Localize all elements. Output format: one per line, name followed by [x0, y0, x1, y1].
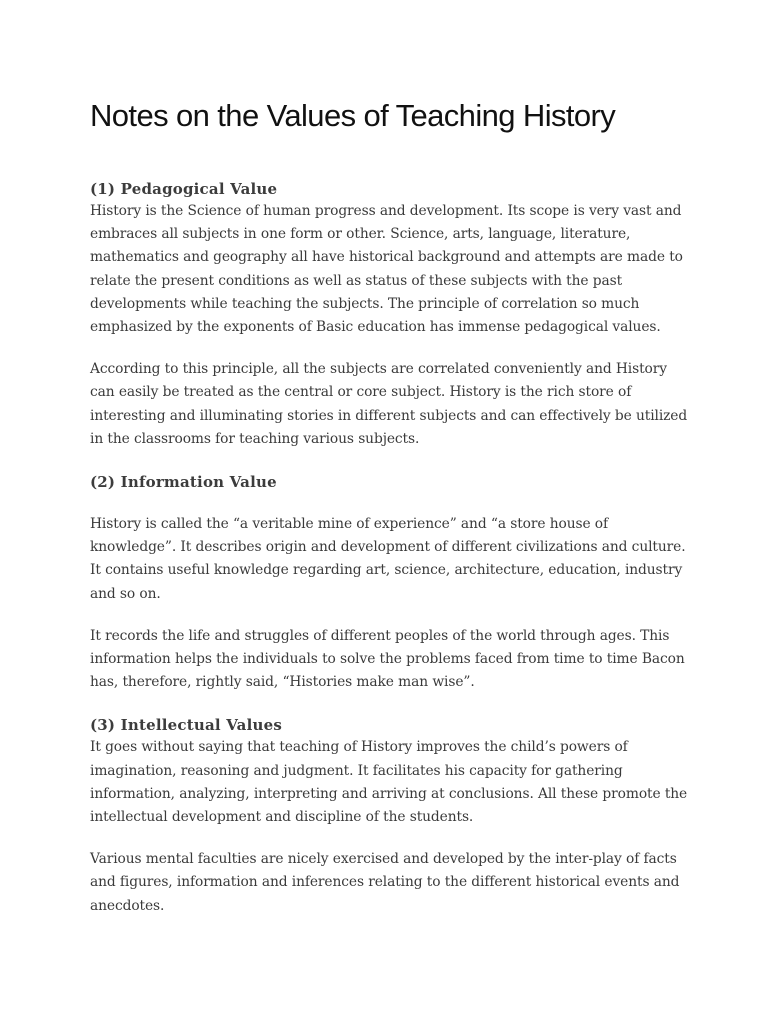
- section-pedagogical-value: [90, 178, 690, 451]
- section-heading: (2) Information Value: [90, 473, 277, 492]
- paragraph: According to this principle, all the subjects are correlated conveniently and History can easily be treated as the central or core subject. History is the rich store of interesting and illuminating stories in different subjects and can effectively be utilized in the classrooms for teaching various subjects.: [90, 361, 688, 447]
- section-intellectual-values: [90, 714, 690, 917]
- document-content: [90, 96, 690, 918]
- paragraph: History is called the “a veritable mine of experience” and “a store house of knowledge”. It describes origin and development of different civilizations and culture. It contains useful knowledge regarding art, science, architecture, education, industry and so on.: [90, 516, 686, 602]
- paragraph: It goes without saying that teaching of History improves the child’s powers of imagination, reasoning and judgment. It facilitates his capacity for gathering information, analyzing, interpreting and arriving at conclusions. All these promote the intellectual development and discipline of the students.: [90, 739, 688, 826]
- paragraph: Various mental faculties are nicely exercised and developed by the inter-play of facts and figures, information and inferences relating to the different historical events and anecdotes.: [90, 851, 680, 914]
- document-title: Notes on the Values of Teaching History: [90, 98, 616, 133]
- section-heading: (3) Intellectual Values: [90, 716, 282, 735]
- section-heading: (1) Pedagogical Value: [90, 180, 278, 198]
- section-information-value: [90, 471, 690, 694]
- paragraph: History is the Science of human progress and development. Its scope is very vast and embraces all subjects in one form or other. Science, arts, language, literature, mathematics and geography all have historical background and attempts are made to relate the present conditions as well as status of these subjects with the past developments while teaching the subjects. The principle of correlation so much emphasized by the exponents of Basic education has immense pedagogical values.: [90, 203, 683, 336]
- paragraph: It records the life and struggles of different peoples of the world through ages. This information helps the individuals to solve the problems faced from time to time Bacon has, therefore, rightly said, “Histories make man wise”.: [90, 627, 685, 691]
